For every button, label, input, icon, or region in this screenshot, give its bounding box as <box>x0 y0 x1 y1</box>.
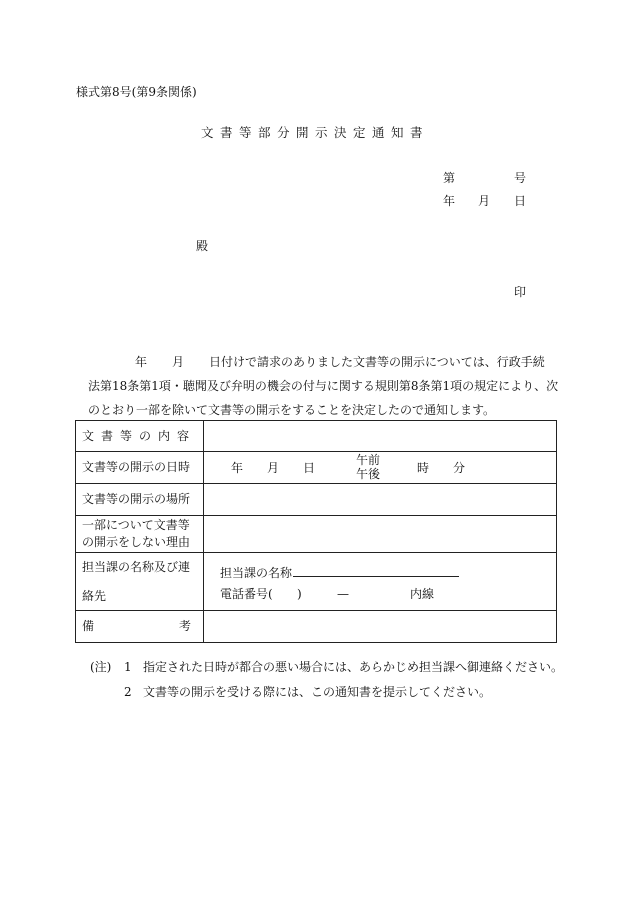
value-remarks <box>204 611 557 643</box>
issue-date-day: 日 <box>514 194 527 208</box>
request-date-month: 月 <box>172 355 185 369</box>
value-document-content <box>204 421 557 452</box>
body-line-1-text: 日付けで請求のありました文書等の開示については、行政手続 <box>209 355 545 369</box>
document-number-suffix: 号 <box>514 171 527 185</box>
table-row <box>76 553 557 611</box>
label-remarks <box>76 611 204 643</box>
datetime-hour: 時 <box>417 461 430 475</box>
label-department-contact <box>76 553 204 611</box>
datetime-day: 日 <box>303 461 316 475</box>
pm-label: 午後 <box>356 467 381 481</box>
extension-label: 内線 <box>410 587 435 601</box>
value-disclosure-place <box>204 484 557 516</box>
label-remarks-left: 備 <box>82 619 95 633</box>
note-number: 1 <box>124 660 132 674</box>
department-name-blank <box>293 565 459 577</box>
label-document-content: 文書等の内容 <box>76 421 204 452</box>
document-number-prefix: 第 <box>443 171 456 185</box>
note-number: 2 <box>124 685 132 699</box>
note-text: 指定された日時が都合の悪い場合には、あらかじめ担当課へ御連絡ください。 <box>143 660 564 674</box>
label-remarks-text <box>82 618 203 635</box>
label-department-contact-text <box>82 559 203 605</box>
value-nondisclosure-reason <box>204 516 557 553</box>
label-nondisclosure-reason-line2: の開示をしない理由 <box>82 535 191 549</box>
table-row <box>76 421 557 452</box>
datetime-month: 月 <box>267 461 280 475</box>
phone-dash: — <box>337 587 349 601</box>
phone-number-label: 電話番号( <box>220 587 273 601</box>
label-department-contact-line2: 絡先 <box>82 588 107 603</box>
body-line-2: 法第18条第1項・聴聞及び弁明の機会の付与に関する規則第8条第1項の規定により、次 <box>88 379 559 393</box>
label-disclosure-datetime: 文書等の開示の日時 <box>76 452 204 484</box>
notes-label: (注) <box>90 660 112 674</box>
am-label: 午前 <box>356 453 381 467</box>
value-department-contact <box>204 553 557 611</box>
table-row <box>76 452 557 484</box>
department-name-label: 担当課の名称 <box>220 566 293 580</box>
form-number: 様式第8号(第9条関係) <box>76 85 197 99</box>
label-department-contact-line1: 担当課の名称及び連 <box>82 559 191 574</box>
label-remarks-right: 考 <box>178 619 191 633</box>
issue-date-year: 年 <box>443 194 456 208</box>
am-pm-choice <box>356 453 380 481</box>
addressee-honorific: 殿 <box>196 239 209 253</box>
label-nondisclosure-reason <box>76 516 204 553</box>
table-row <box>76 484 557 516</box>
datetime-minute: 分 <box>453 461 466 475</box>
body-line-3: のとおり一部を除いて文書等の開示をすることを決定したので通知します。 <box>88 403 496 417</box>
request-date-year: 年 <box>135 355 148 369</box>
phone-paren-close: ) <box>297 587 302 601</box>
label-nondisclosure-reason-line1: 一部について文書等 <box>82 518 190 532</box>
document-title: 文書等部分開示決定通知書 <box>200 125 429 140</box>
notice-body <box>88 350 568 422</box>
table-row <box>76 516 557 553</box>
body-line-1 <box>88 350 568 374</box>
label-disclosure-place: 文書等の開示の場所 <box>76 484 204 516</box>
notice-details-table <box>75 420 557 643</box>
datetime-year: 年 <box>231 461 244 475</box>
issue-date-month: 月 <box>478 194 491 208</box>
value-disclosure-datetime <box>204 452 557 484</box>
table-row <box>76 611 557 643</box>
note-text: 文書等の開示を受ける際には、この通知書を提示してください。 <box>143 685 492 699</box>
department-name-field <box>220 565 459 579</box>
seal-mark: 印 <box>514 285 527 299</box>
